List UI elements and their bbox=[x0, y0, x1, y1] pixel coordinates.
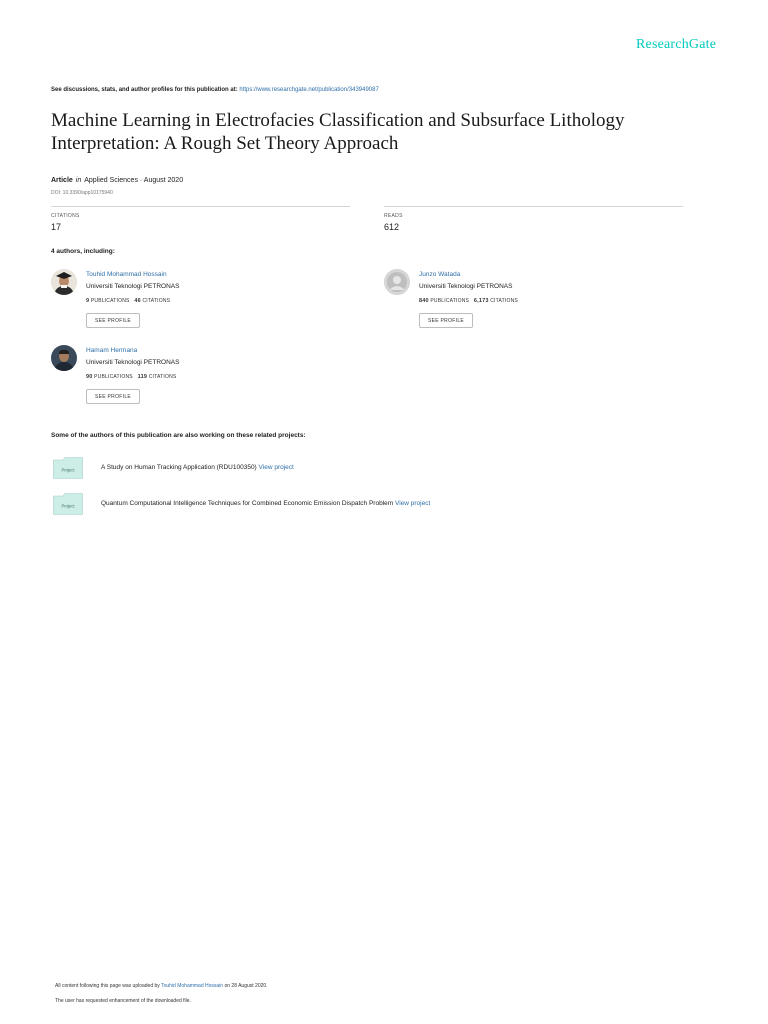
citations-count: 119 bbox=[137, 374, 148, 380]
project-title: Quantum Computational Intelligence Techniques for Combined Economic Emission Dispatch Problem bbox=[101, 500, 394, 507]
avatar[interactable] bbox=[51, 345, 77, 371]
author-card bbox=[384, 269, 684, 339]
citations-count: 6,173 bbox=[473, 298, 489, 304]
divider-citations bbox=[51, 206, 350, 207]
authors-heading: 4 authors, including: bbox=[51, 248, 115, 255]
publication-meta bbox=[51, 177, 183, 184]
author-card bbox=[51, 269, 351, 339]
author-stats bbox=[419, 298, 518, 304]
publications-label: PUBLICATIONS bbox=[94, 374, 133, 380]
uploader-link[interactable]: Touhid Mohammad Hossain bbox=[161, 983, 224, 989]
author-name-link[interactable]: Junzo Watada bbox=[419, 271, 461, 278]
avatar-placeholder-icon bbox=[384, 269, 410, 295]
intro-text: See discussions, stats, and author profiles for this publication at: bbox=[51, 87, 240, 93]
reads-value: 612 bbox=[384, 222, 400, 232]
publications-label: PUBLICATIONS bbox=[430, 298, 470, 304]
reads-label: READS bbox=[384, 213, 403, 219]
divider-reads bbox=[384, 206, 683, 207]
citations-label: CITATIONS bbox=[51, 213, 80, 219]
researchgate-logo[interactable]: ResearchGate bbox=[636, 37, 717, 52]
citations-label: CITATIONS bbox=[490, 298, 518, 304]
publications-count: 9 bbox=[86, 298, 90, 304]
publications-count: 90 bbox=[86, 374, 93, 380]
citations-label: CITATIONS bbox=[148, 374, 177, 380]
view-project-link[interactable]: View project bbox=[394, 500, 431, 507]
view-project-link[interactable]: View project bbox=[258, 464, 294, 471]
project-text bbox=[101, 464, 294, 471]
enhancement-note: The user has requested enhancement of the downloaded file. bbox=[55, 998, 191, 1004]
author-stats bbox=[86, 374, 176, 380]
avatar[interactable] bbox=[51, 269, 77, 295]
project-text bbox=[101, 500, 430, 507]
project-badge: Project bbox=[61, 503, 75, 509]
upload-note bbox=[55, 983, 268, 989]
projects-heading: Some of the authors of this publication are also working on these related projects: bbox=[51, 432, 306, 439]
author-institution: Universiti Teknologi PETRONAS bbox=[419, 283, 513, 290]
citations-value: 17 bbox=[51, 222, 62, 232]
avatar[interactable] bbox=[384, 269, 410, 295]
see-profile-button[interactable]: SEE PROFILE bbox=[86, 313, 140, 328]
author-card bbox=[51, 345, 351, 415]
journal-name: Applied Sciences · August 2020 bbox=[84, 177, 184, 184]
author-stats bbox=[86, 298, 170, 304]
project-folder-icon bbox=[53, 493, 83, 515]
citations-count: 46 bbox=[134, 298, 141, 304]
author-name-link[interactable]: Hamam Hermana bbox=[86, 347, 138, 354]
project-item bbox=[53, 457, 613, 481]
upload-prefix: All content following this page was uploaded by bbox=[55, 983, 162, 989]
avatar-photo-icon bbox=[51, 269, 77, 295]
project-badge: Project bbox=[61, 467, 75, 473]
author-institution: Universiti Teknologi PETRONAS bbox=[86, 359, 180, 366]
publication-title: Machine Learning in Electrofacies Classification and Subsurface Lithology Interpretation: A Rough Set Theory Approach bbox=[51, 110, 625, 154]
see-profile-button[interactable]: SEE PROFILE bbox=[419, 313, 473, 328]
author-name-link[interactable]: Touhid Mohammad Hossain bbox=[86, 271, 167, 278]
publications-label: PUBLICATIONS bbox=[90, 298, 130, 304]
project-folder-icon bbox=[53, 457, 83, 479]
see-profile-button[interactable]: SEE PROFILE bbox=[86, 389, 140, 404]
publication-url-link[interactable]: https://www.researchgate.net/publication/343949087 bbox=[239, 87, 379, 93]
publication-type: Article bbox=[51, 177, 73, 184]
in-word: in bbox=[75, 177, 82, 184]
avatar-photo-icon bbox=[51, 345, 77, 371]
author-institution: Universiti Teknologi PETRONAS bbox=[86, 283, 180, 290]
upload-suffix: on 28 August 2020. bbox=[223, 983, 268, 989]
project-title: A Study on Human Tracking Application (RDU100350) bbox=[101, 464, 257, 471]
citations-label: CITATIONS bbox=[142, 298, 171, 304]
publication-doi: DOI: 10.3390/app10175940 bbox=[51, 190, 113, 196]
project-item bbox=[53, 493, 613, 517]
intro-line bbox=[51, 87, 379, 93]
publications-count: 840 bbox=[419, 298, 429, 304]
